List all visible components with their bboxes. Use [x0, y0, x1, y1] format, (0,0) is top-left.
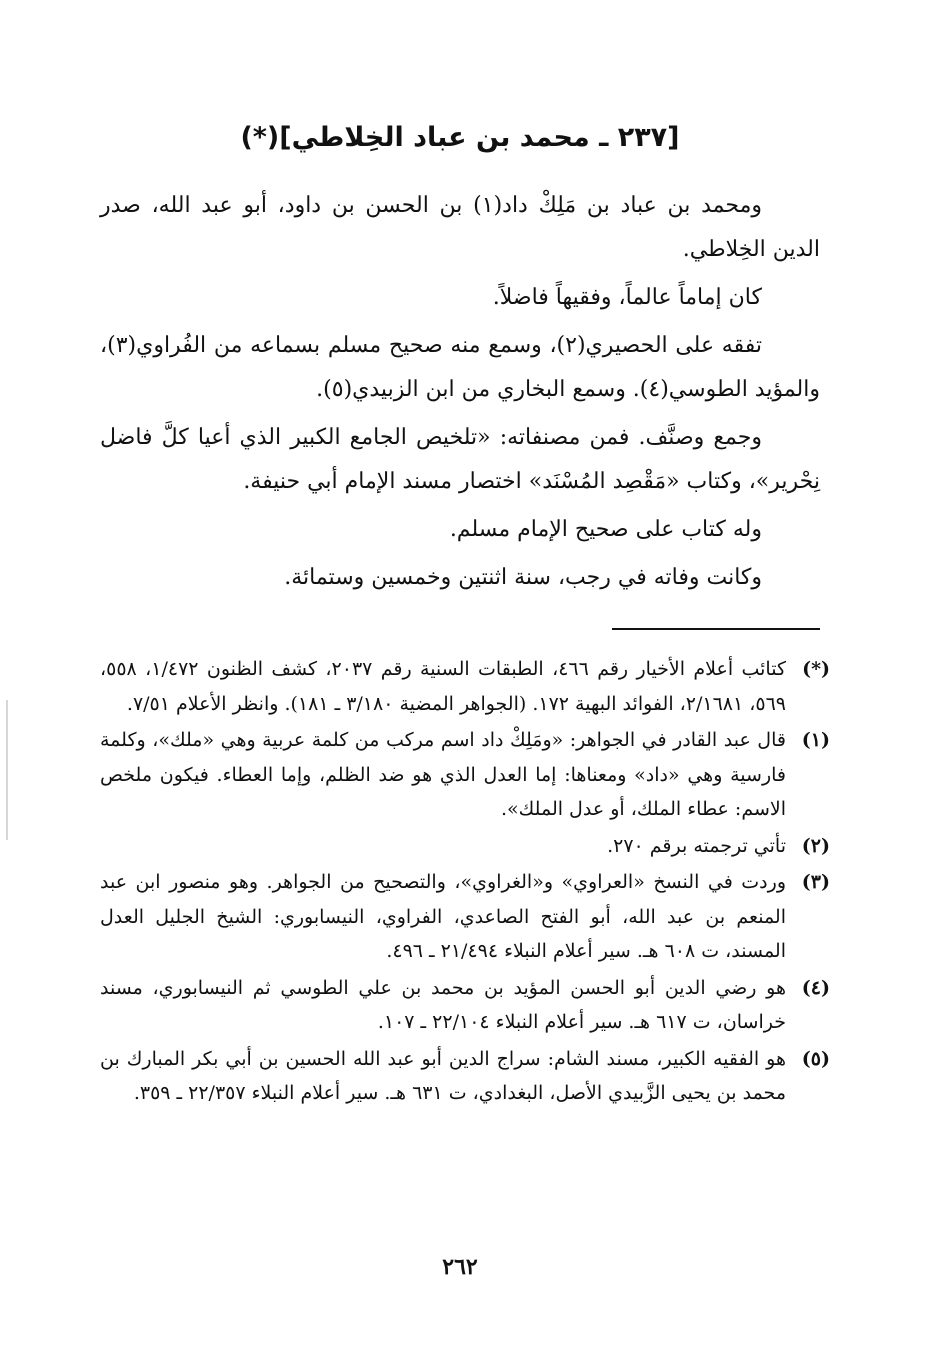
entry-body	[100, 184, 820, 604]
footnotes-section	[100, 652, 830, 1113]
footnote-text: تأتي ترجمته برقم ٢٧٠.	[607, 834, 786, 857]
footnote-mark: (٥)	[801, 1047, 830, 1070]
footnote-item	[100, 1042, 830, 1111]
footnote-item	[100, 723, 830, 827]
footnote-mark: (٢)	[801, 834, 830, 857]
body-paragraph-works: وجمع وصنَّف. فمن مصنفاته: «تلخيص الجامع الكبير الذي أعيا كلَّ فاضل نِحْرير»، وكتاب «مَقْصِد المُسْنَد» اختصار مسند الإمام أبي حنيفة.	[100, 425, 820, 494]
body-paragraph-name: ومحمد بن عباد بن مَلِكْ داد(١) بن الحسن بن داود، أبو عبد الله، صدر الدين الخِلاطي.	[100, 193, 820, 262]
body-paragraph-death: وكانت وفاته في رجب، سنة اثنتين وخمسين وستمائة.	[284, 565, 762, 590]
footnote-item	[100, 829, 830, 864]
page-number: ٢٦٢	[442, 1254, 478, 1280]
footnote-item	[100, 865, 830, 969]
footnote-text: كتائب أعلام الأخيار رقم ٤٦٦، الطبقات السنية رقم ٢٠٣٧، كشف الظنون ١/٤٧٢، ٥٥٨، ٥٦٩، ٢/١٦٨١، الفوائد البهية ١٧٢. (الجواهر المضية ٣/١٨٠ ـ ١٨١). وانظر الأعلام ٧/٥١.	[100, 658, 786, 715]
footnote-item	[100, 971, 830, 1040]
footnote-mark: (٤)	[801, 976, 830, 999]
footnote-item	[100, 652, 830, 721]
scan-edge-mark	[6, 700, 8, 840]
body-paragraph-book: وله كتاب على صحيح الإمام مسلم.	[449, 517, 762, 542]
footnote-text: هو رضي الدين أبو الحسن المؤيد بن محمد بن علي الطوسي ثم النيسابوري، مسند خراسان، ت ٦١٧ هـ. سير أعلام النبلاء ٢٢/١٠٤ ـ ١٠٧.	[100, 976, 786, 1033]
footnote-text: وردت في النسخ «العراوي» و«الغراوي»، والتصحيح من الجواهر. وهو منصور ابن عبد المنعم بن عبد الله، أبو الفتح الصاعدي، الفراوي، النيسابوري: الشيخ الجليل العدل المسند، ت ٦٠٨ هـ. سير أعلام النبلاء ٢١/٤٩٤ ـ ٤٩٦.	[100, 871, 786, 962]
body-paragraph-description: كان إماماً عالماً، وفقيهاً فاضلاً.	[492, 285, 762, 310]
footnote-mark: (١)	[801, 729, 830, 751]
entry-title: [٢٣٧ ـ محمد بن عباد الخِلاطي](*)	[240, 122, 680, 153]
footnote-mark: (*)	[802, 658, 830, 680]
footnote-text: قال عبد القادر في الجواهر: «ومَلِكْ داد اسم مركب من كلمة عربية وهي «ملك»، وكلمة فارسية وهي «داد» ومعناها: إما العدل الذي هو ضد الظلم، وإما العطاء. فيكون ملخص الاسم: عطاء الملك، أو عدل الملك».	[100, 729, 786, 820]
footnote-mark: (٣)	[801, 871, 830, 893]
body-paragraph-studies: تفقه على الحصيري(٢)، وسمع منه صحيح مسلم بسماعه من الفُراوي(٣)، والمؤيد الطوسي(٤). وسمع البخاري من ابن الزبيدي(٥).	[100, 333, 820, 402]
footnote-text: هو الفقيه الكبير، مسند الشام: سراج الدين أبو عبد الله الحسين بن أبي بكر المبارك بن محمد بن يحيى الزَّبيدي الأصل، البغدادي، ت ٦٣١ هـ. سير أعلام النبلاء ٢٢/٣٥٧ ـ ٣٥٩.	[100, 1047, 786, 1104]
footnote-divider	[612, 628, 820, 630]
